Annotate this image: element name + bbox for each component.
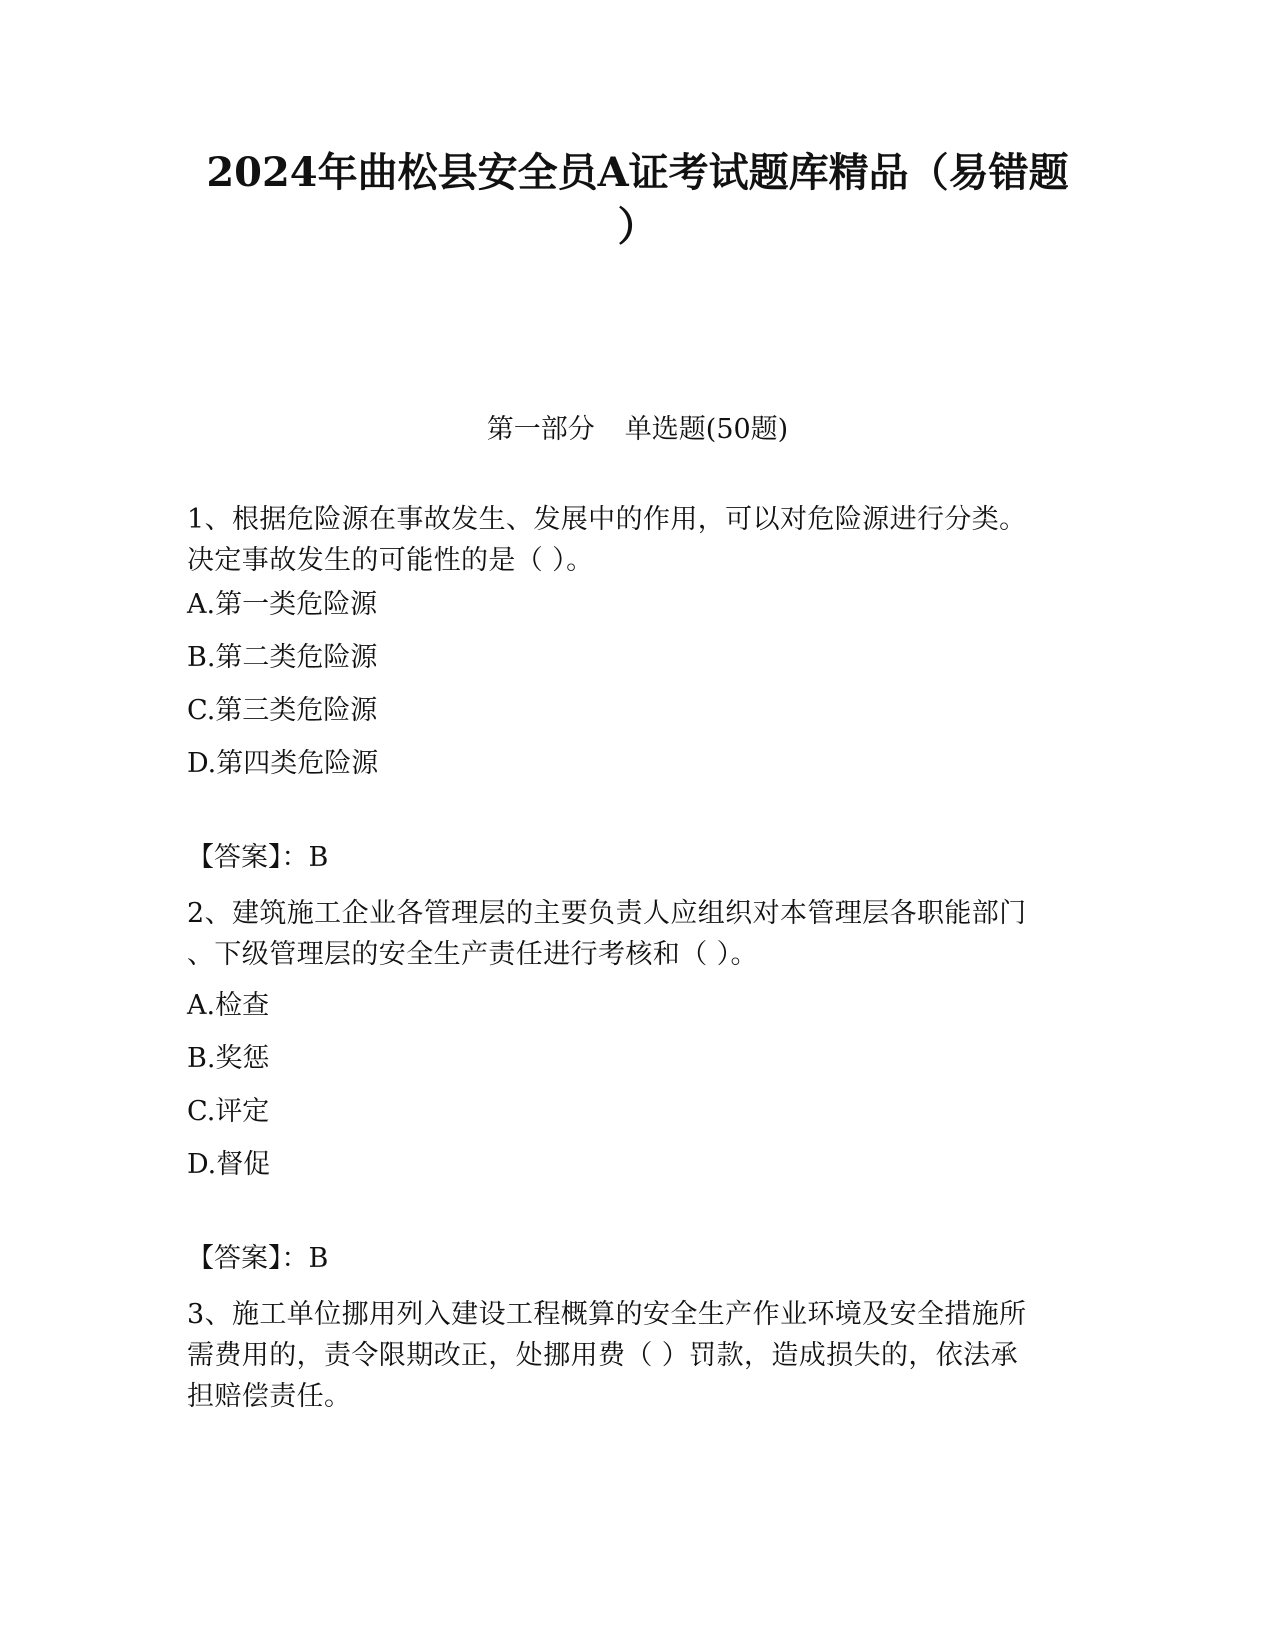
question-2-option-b: B.奖惩 (187, 1043, 270, 1074)
question-2-line-2: 、下级管理层的安全生产责任进行考核和（ ）。 (187, 939, 758, 970)
question-2-option-a: A.检查 (187, 990, 270, 1021)
section-heading (0, 412, 1275, 448)
question-3-text (187, 1294, 1092, 1417)
question-2-line-1: 2、建筑施工企业各管理层的主要负责人应组织对本管理层各职能部门 (187, 898, 1027, 929)
question-2-option-c: C.评定 (187, 1096, 270, 1127)
section-part: 第一部分 (486, 414, 595, 445)
question-1-option-c: C.第三类危险源 (187, 695, 378, 726)
title-line-2: ） (617, 203, 658, 250)
question-1-text (187, 499, 1092, 581)
question-1-option-d: D.第四类危险源 (187, 748, 379, 779)
question-2-answer: 【答案】：B (187, 1243, 329, 1274)
question-1-option-b: B.第二类危险源 (187, 642, 378, 673)
document-title (185, 146, 1090, 254)
question-1-line-1: 1、根据危险源在事故发生、发展中的作用，可以对危险源进行分类。 (187, 504, 1027, 535)
question-2-text (187, 893, 1092, 975)
question-3-line-3: 担赔偿责任。 (187, 1381, 352, 1412)
question-3-line-1: 3、施工单位挪用列入建设工程概算的安全生产作业环境及安全措施所 (187, 1299, 1027, 1330)
question-1-line-2: 决定事故发生的可能性的是（ ）。 (187, 545, 594, 576)
question-1-answer: 【答案】：B (187, 842, 329, 873)
title-line-1: 2024年曲松县安全员A证考试题库精品（易错题 (206, 149, 1069, 196)
section-type: 单选题(50题) (624, 414, 789, 445)
question-2-option-d: D.督促 (187, 1149, 271, 1180)
question-1-option-a: A.第一类危险源 (187, 589, 378, 620)
question-3-line-2: 需费用的，责令限期改正，处挪用费（ ）罚款，造成损失的，依法承 (187, 1340, 1018, 1371)
